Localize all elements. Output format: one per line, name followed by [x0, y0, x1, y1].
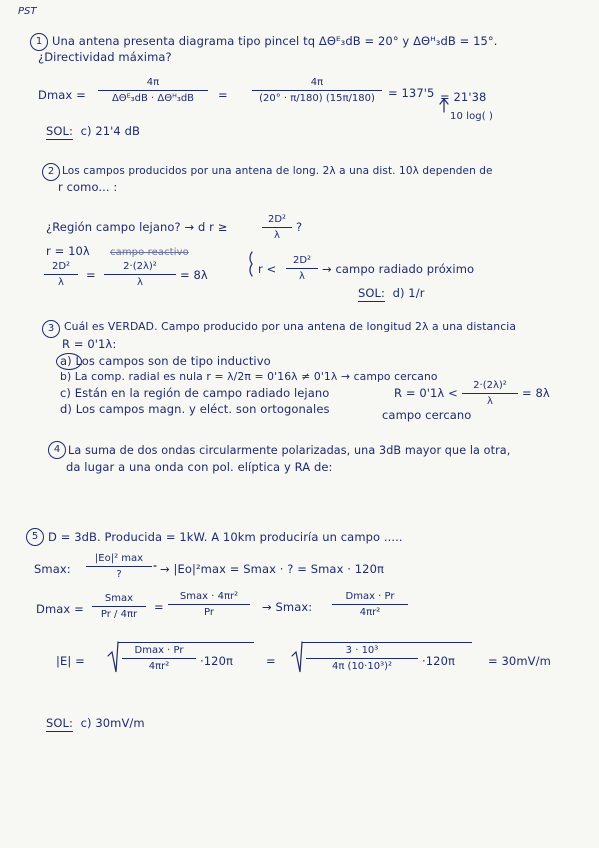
q2-line5-result: = 8λ	[180, 268, 208, 282]
question-5-number: 5	[26, 528, 44, 546]
question-3-line2: R = 0'1λ:	[62, 337, 117, 351]
q2-brace-icon	[250, 252, 252, 276]
q2-line3-end: ?	[296, 220, 303, 234]
question-1-line1: Una antena presenta diagrama tipo pincel tq ΔΘᴱ₃dB = 20° y ΔΘᴴ₃dB = 15°.	[52, 34, 498, 48]
q5-radical-1-icon	[108, 642, 118, 672]
q2-line3: ¿Región campo lejano? → d r ≥	[46, 220, 228, 234]
q5-e-fraction-1: Dmax · Pr 4πr²	[122, 644, 196, 673]
q3-option-b: b) La comp. radial es nula r = λ/2π = 0'16λ ≠ 0'1λ → campo cercano	[60, 370, 438, 383]
q5-sqrt-bar-2	[302, 642, 472, 643]
q5-e-mul-2: ·120π	[422, 654, 456, 668]
q2-fraction-2: 2·(2λ)² λ	[104, 260, 176, 289]
q5-e-mul-1: ·120π	[200, 654, 234, 668]
q5-dmax-fraction-1: Smax Pr / 4πr	[92, 592, 146, 621]
q5-dmax-label: Dmax =	[36, 602, 84, 616]
header-tag: PST	[18, 6, 37, 17]
q1-result-2: = 21'38	[440, 90, 487, 104]
q1-result-1: = 137'5	[388, 86, 435, 100]
q5-dmax-eq: =	[154, 600, 164, 614]
q3-fraction: 2·(2λ)² λ	[462, 379, 518, 408]
q3-option-c-calc: R = 0'1λ <	[394, 386, 458, 400]
q5-e-fraction-2: 3 · 10³ 4π (10·10³)²	[306, 644, 418, 673]
q2-line4-struck: campo reactivo	[110, 247, 189, 258]
q5-smax-expression: → |Eo|²max = Smax · ? = Smax · 120π	[160, 562, 385, 576]
question-4-number: 4	[48, 441, 66, 459]
q3-option-d: d) Los campos magn. y eléct. son ortogonales	[60, 402, 330, 416]
q2-line4: r = 10λ	[46, 244, 90, 258]
question-3-number: 3	[42, 320, 60, 338]
q5-sqrt-bar-1	[118, 642, 254, 643]
q5-dmax-arrow: → Smax:	[262, 600, 313, 614]
q5-smax-label: Smax:	[34, 562, 71, 576]
question-2-line2: r como... :	[58, 180, 118, 194]
q2-fraction-1: 2D² λ	[44, 260, 78, 289]
question-2-number: 2	[42, 163, 60, 181]
q5-smax-fraction: |Eo|² max ?	[86, 552, 152, 581]
q3-option-c: c) Están en la región de campo radiado lejano	[60, 386, 330, 400]
q3-option-d-note: campo cercano	[382, 408, 472, 422]
q2-line5-end: → campo radiado próximo	[322, 262, 475, 276]
q3-option-a: a) Los campos son de tipo inductivo	[60, 354, 271, 368]
q5-radical-2-icon	[292, 642, 302, 672]
q1-solution: SOL: c) 21'4 dB	[46, 124, 140, 138]
question-3-line1: Cuál es VERDAD. Campo producido por una antena de longitud 2λ a una distancia	[64, 320, 517, 333]
q5-e-eq: =	[266, 654, 276, 668]
question-1-line2: ¿Directividad máxima?	[38, 50, 172, 64]
q5-dmax-fraction-2: Smax · 4πr² Pr	[168, 590, 250, 619]
q5-e-label: |E| =	[56, 654, 85, 668]
q1-equals: =	[218, 88, 228, 102]
q5-dmax-fraction-3: Dmax · Pr 4πr²	[332, 590, 408, 619]
question-4-line2: da lugar a una onda con pol. elíptica y RA de:	[66, 460, 333, 474]
q2-fraction-3: 2D² λ	[286, 254, 318, 283]
question-2-line1: Los campos producidos por una antena de long. 2λ a una dist. 10λ dependen de	[62, 165, 493, 177]
q3-option-c-result: = 8λ	[522, 386, 550, 400]
q5-solution: SOL: c) 30mV/m	[46, 716, 145, 730]
q1-fraction-1: 4π ΔΘᴱ₃dB · ΔΘᴴ₃dB	[98, 76, 208, 105]
q1-note: 10 log( )	[450, 111, 494, 122]
q2-brace-text: r <	[258, 262, 277, 276]
q1-fraction-2: 4π (20° · π/180) (15π/180)	[252, 76, 382, 105]
q5-e-result: = 30mV/m	[488, 654, 551, 668]
question-1-number: 1	[30, 33, 48, 51]
q2-line3-fraction: 2D² λ	[262, 213, 292, 242]
q2-solution: SOL: d) 1/r	[358, 286, 425, 300]
question-5-line1: D = 3dB. Producida = 1kW. A 10km produciría un campo .....	[48, 530, 403, 544]
q2-line5-eq: =	[86, 268, 96, 282]
q1-dmax-label: Dmax =	[38, 88, 86, 102]
question-4-line1: La suma de dos ondas circularmente polarizadas, una 3dB mayor que la otra,	[68, 444, 511, 457]
